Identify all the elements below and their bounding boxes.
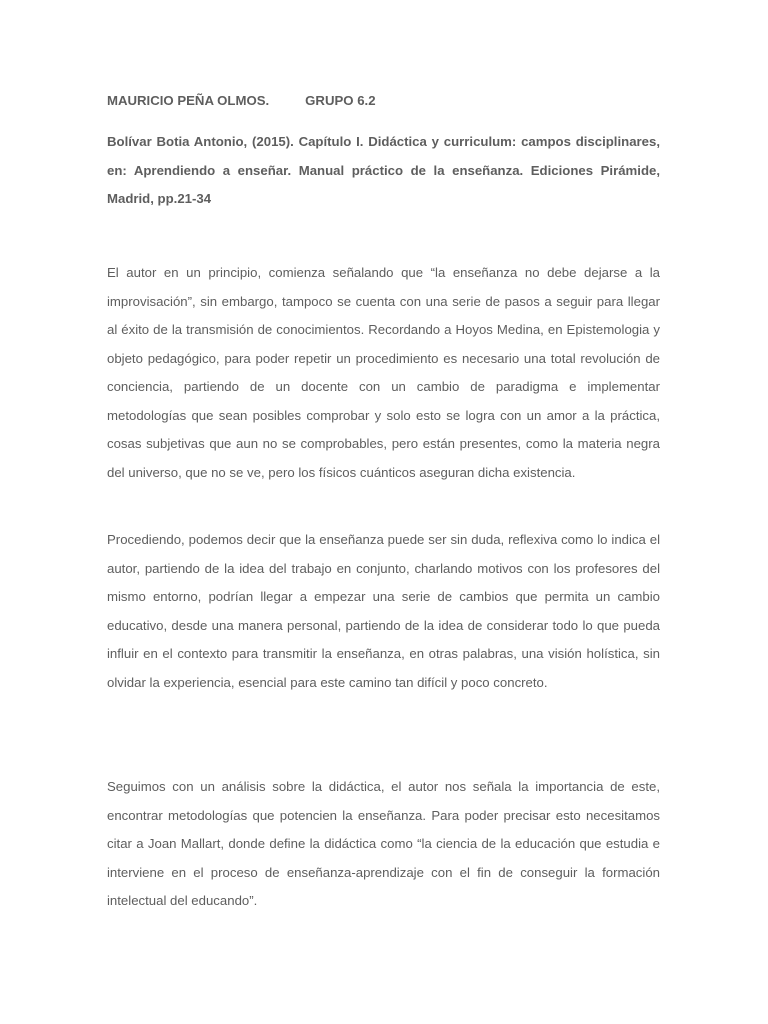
body-paragraph-1: El autor en un principio, comienza señalando que “la enseñanza no debe dejarse a la improvisación”, sin embargo, tampoco se cuenta con una serie de pasos a seguir para llegar al éxito de la transmisión de conocimientos. Recordando a Hoyos Medina, en Epistemologia y objeto pedagógico, para poder repetir un procedimiento es necesario una total revolución de conciencia, partiendo de un docente con un cambio de paradigma e implementar metodologías que sean posibles comprobar y solo esto se logra con un amor a la práctica, cosas subjetivas que aun no se comprobables, pero están presentes, como la materia negra del universo, que no se ve, pero los físicos cuánticos aseguran dicha existencia. [107, 265, 660, 480]
group-label: GRUPO 6.2 [305, 93, 376, 108]
body-paragraph-2: Procediendo, podemos decir que la enseñanza puede ser sin duda, reflexiva como lo indica el autor, partiendo de la idea del trabajo en conjunto, charlando motivos con los profesores del mismo entorno, podrían llegar a empezar una serie de cambios que permita un cambio educativo, desde una manera personal, partiendo de la idea de considerar todo lo que pueda influir en el contexto para transmitir la enseñanza, en otras palabras, una visión holística, sin olvidar la experiencia, esencial para este camino tan difícil y poco concreto. [107, 532, 660, 690]
bibliographic-citation: Bolívar Botia Antonio, (2015). Capítulo I. Didáctica y curriculum: campos disciplinares, en: Aprendiendo a enseñar. Manual práctico de la enseñanza. Ediciones Pirámide, Madrid, pp.21-34 [107, 134, 660, 206]
document-page [107, 0, 660, 1024]
document-header [107, 93, 376, 108]
author-name: MAURICIO PEÑA OLMOS. [107, 93, 270, 108]
body-paragraph-3: Seguimos con un análisis sobre la didáctica, el autor nos señala la importancia de este, encontrar metodologías que potencien la enseñanza. Para poder precisar esto necesitamos citar a Joan Mallart, donde define la didáctica como “la ciencia de la educación que estudia e interviene en el proceso de enseñanza-aprendizaje con el fin de conseguir la formación intelectual del educando”. [107, 779, 660, 908]
